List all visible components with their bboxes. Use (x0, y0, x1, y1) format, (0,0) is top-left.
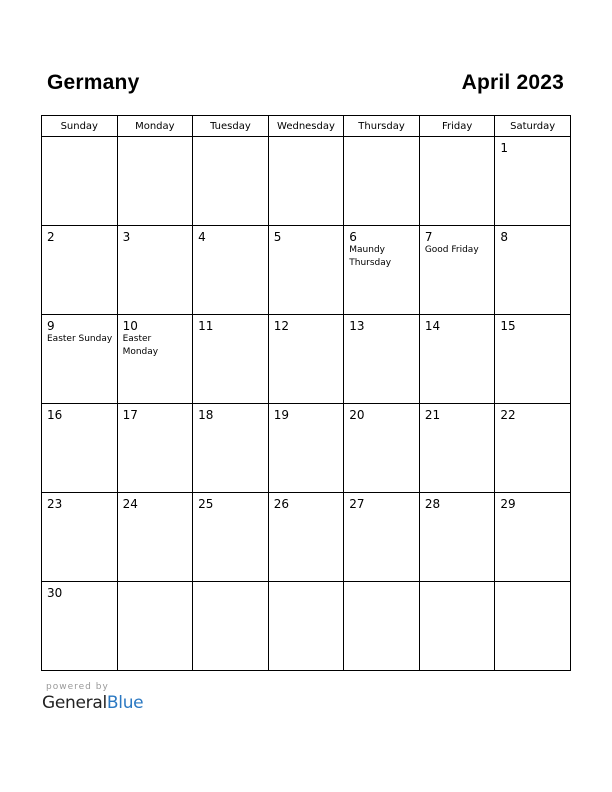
day-number: 9 (47, 319, 55, 333)
day-cell (117, 404, 193, 493)
day-number: 6 (349, 230, 357, 244)
day-number (193, 137, 268, 141)
day-cell (268, 226, 344, 315)
weekday-header: Friday (419, 116, 495, 137)
powered-by-label: powered by (46, 682, 109, 692)
holiday-label: Easter Sunday (47, 334, 113, 344)
holiday-label: Good Friday (424, 245, 479, 255)
day-cell (344, 493, 420, 582)
week-row (42, 582, 571, 671)
calendar-grid (41, 115, 571, 671)
day-cell (268, 137, 344, 226)
week-row (42, 137, 571, 226)
day-number: 28 (424, 497, 441, 511)
day-number (118, 137, 193, 141)
day-number (420, 137, 495, 141)
day-cell (117, 582, 193, 671)
day-number: 26 (273, 497, 289, 511)
day-cell (419, 493, 495, 582)
day-number (344, 137, 419, 141)
day-cell (42, 493, 118, 582)
day-number: 22 (500, 408, 516, 422)
holiday-label: Easter Monday (122, 334, 159, 357)
day-cell (419, 137, 495, 226)
day-number: 7 (424, 230, 433, 244)
day-cell (268, 404, 344, 493)
day-number (495, 582, 570, 586)
day-number: 18 (198, 408, 214, 422)
day-cell (117, 226, 193, 315)
week-row (42, 226, 571, 315)
weekday-header: Tuesday (193, 116, 269, 137)
weekday-header: Sunday (42, 116, 118, 137)
week-row (42, 493, 571, 582)
day-cell (268, 315, 344, 404)
weekday-header: Saturday (495, 116, 571, 137)
day-number: 12 (273, 319, 289, 333)
day-cell (193, 582, 269, 671)
generalblue-logo[interactable] (42, 693, 143, 713)
day-cell (193, 493, 269, 582)
day-number: 27 (349, 497, 365, 511)
day-cell (193, 404, 269, 493)
day-cell (344, 137, 420, 226)
day-cell (495, 582, 571, 671)
day-number (118, 582, 193, 586)
month-title: April 2023 (461, 71, 564, 94)
day-number (344, 582, 419, 586)
day-number: 2 (47, 230, 55, 244)
day-cell (268, 582, 344, 671)
day-cell (42, 404, 118, 493)
day-number (269, 137, 344, 141)
day-number: 30 (47, 586, 63, 600)
day-cell (344, 582, 420, 671)
day-cell (42, 226, 118, 315)
day-cell (268, 493, 344, 582)
country-title: Germany (47, 71, 140, 94)
brand-general-text: General (42, 693, 107, 713)
day-number: 1 (500, 141, 509, 155)
day-cell (419, 404, 495, 493)
weekday-header: Wednesday (268, 116, 344, 137)
day-cell (495, 137, 571, 226)
day-cell (419, 226, 495, 315)
day-cell (495, 404, 571, 493)
day-number: 8 (500, 230, 509, 244)
day-number: 20 (349, 408, 365, 422)
day-cell (117, 493, 193, 582)
day-cell (42, 315, 118, 404)
day-cell (495, 226, 571, 315)
day-number: 21 (424, 408, 441, 422)
day-cell (193, 315, 269, 404)
day-number: 15 (500, 319, 516, 333)
day-cell (117, 137, 193, 226)
day-number: 29 (500, 497, 516, 511)
day-cell (193, 137, 269, 226)
day-number: 14 (424, 319, 441, 333)
week-row (42, 404, 571, 493)
weekday-header: Thursday (344, 116, 420, 137)
day-cell (117, 315, 193, 404)
day-number: 17 (122, 408, 138, 422)
weekday-header: Monday (117, 116, 193, 137)
day-cell (495, 493, 571, 582)
day-cell (419, 582, 495, 671)
day-number: 19 (273, 408, 289, 422)
brand-blue-text: Blue (106, 693, 144, 713)
weekday-header-row (42, 116, 571, 137)
day-number: 11 (198, 319, 214, 333)
day-cell (193, 226, 269, 315)
day-number (42, 137, 117, 141)
day-number: 13 (349, 319, 365, 333)
day-cell (42, 582, 118, 671)
day-cell (495, 315, 571, 404)
day-cell (42, 137, 118, 226)
day-number: 24 (122, 497, 138, 511)
day-number (420, 582, 495, 586)
day-cell (344, 226, 420, 315)
day-number: 5 (273, 230, 282, 244)
day-number: 25 (198, 497, 214, 511)
day-number: 4 (198, 230, 206, 244)
day-number (193, 582, 268, 586)
day-cell (344, 315, 420, 404)
day-cell (419, 315, 495, 404)
day-number: 23 (47, 497, 63, 511)
day-number: 3 (122, 230, 131, 244)
day-number (269, 582, 344, 586)
week-row (42, 315, 571, 404)
holiday-label: Maundy Thursday (349, 245, 392, 268)
day-number: 10 (122, 319, 138, 333)
day-number: 16 (47, 408, 63, 422)
day-cell (344, 404, 420, 493)
